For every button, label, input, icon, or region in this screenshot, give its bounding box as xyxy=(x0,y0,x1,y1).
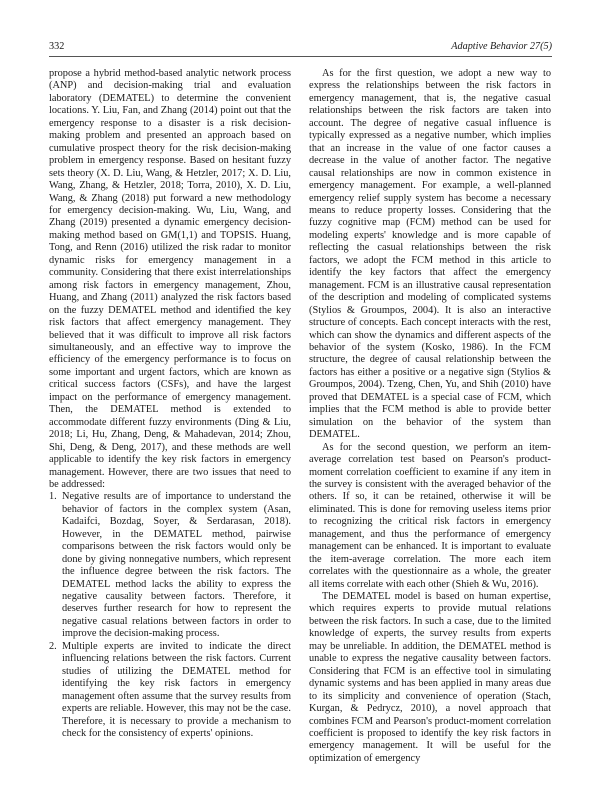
right-paragraph-3: The DEMATEL model is based on human expertise, which requires experts to provide mutual relations between the risk factors. In such a case, due to the limited knowledge of experts, the survey results from experts may be unreliable. In addition, the DEMATEL method is unable to express the negative causality between factors. Considering that FCM is an effective tool in simulating dynamic systems and has been applied in many areas due to its simplicity and convenience of operation (Stach, Kurgan, & Pedrycz, 2010), a novel approach that combines FCM and Pearson's product-moment correlation coefficient is proposed to identify the key risk factors in emergency management. It will be useful for the optimization of emergency xyxy=(309,591,551,764)
right-paragraph-2: As for the second question, we perform an item-average correlation test based on Pearson's product-moment correlation coefficient to examine if any item in the survey is consistent with the averaged behavior of the others. If so, it can be retained, otherwise it will be eliminated. This is done for removing useless items prior to recognizing the critical risk factors in emergency management, and thus the performance of emergency management can be enhanced. It is important to evaluate the item-average correlation. The more each item correlates with the questionnaire as a whole, the greater all items correlate with each other (Shieh & Wu, 2016). xyxy=(309,441,551,590)
journal-title: Adaptive Behavior 27(5) xyxy=(451,41,552,52)
list-item xyxy=(49,641,291,741)
list-item-number: 2. xyxy=(49,640,57,652)
running-header xyxy=(49,40,552,56)
right-paragraph-1: As for the first question, we adopt a new way to express the relationships between the risk factors in emergency management, that is, the negative casual relationships between the risk factors are taken into account. The degree of negative casual influence is typically expressed as a negative number, which implies that an increase in the value of one factor causes a decrease in the value of another factor. The negative causal relationships are now in common existence in emergency management. For example, a well-planned emergency relief supply system has become a necessary means to reduce property losses. Considering that the fuzzy cognitive map (FCM) method can be used for modeling experts' knowledge and is more capable of reflecting the casual relationships between the risk factors, we adopt the FCM method in this article to identify the key factors that affect the emergency management. FCM is an illustrative causal representation of the description and modeling of complicated systems (Stylios & Groumpos, 2004). It is also an interactive structure of concepts. Each concept interacts with the rest, which can show the dynamics and different aspects of the behavior of the system (Kosko, 1986). In the FCM structure, the degree of causal relationship between the factors has either a positive or a negative sign (Stylios & Groumpos, 2004). Tzeng, Chen, Yu, and Shih (2010) have proved that DEMATEL is a special case of FCM, which implies that the FCM method is able to provide better simulation on the behavior of the system than DEMATEL. xyxy=(309,68,551,441)
list-item xyxy=(49,491,291,640)
list-item-text: Negative results are of importance to understand the behavior of factors in the complex system (Asan, Kadaifci, Bozdag, Soyer, & Serdarasan, 2018). However, in the DEMATEL method, pairwise comparisons between the risk factors would only be done by giving nonnegative numbers, which represent the influence degree between the risk factors. The DEMATEL method lacks the ability to express the negative causality between factors. Therefore, it deserves further research for how to represent the negative casual relations between factors in order to improve the decision-making process. xyxy=(62,491,291,640)
list-item-text: Multiple experts are invited to indicate the direct influencing relations between the risk factors. Current studies of utilizing the DEMATEL method for identifying the key risk factors in emergency management often assume that the survey results from experts are reliable. However, this may not be the case. Therefore, it is necessary to provide a mechanism to check for the consistency of experts' opinions. xyxy=(62,640,291,740)
issues-list xyxy=(49,491,291,740)
right-column xyxy=(309,68,551,765)
left-column xyxy=(49,68,291,740)
header-rule xyxy=(49,56,552,57)
left-paragraph-1: propose a hybrid method-based analytic network process (ANP) and decision-making trial and evaluation laboratory (DEMATEL) to determine the convenient locations. Y. Liu, Fan, and Zhang (2014) point out that the emergency response to a disaster is a risk decision-making problem and presented an approach based on cumulative prospect theory for the risk decision-making problem in emergency response. Based on hesitant fuzzy sets theory (X. D. Liu, Wang, & Hetzler, 2017; X. D. Liu, Wang, Zhang, & Hetzler, 2018; Torra, 2010), X. D. Liu, Wang, & Zhang (2018) put forward a new methodology for emergency decision-making. Wu, Liu, Wang, and Zhang (2019) presented a dynamic emergency decision-making method based on GM(1,1) and TOPSIS. Huang, Tong, and Renn (2016) utilized the risk radar to monitor dynamic risks for emergency management in a community. Considering that there exist interrelationships among risk factors in emergency management, Zhou, Huang, and Zhang (2011) analyzed the risk factors based on the fuzzy DEMATEL method and identified the key risk factors that affect emergency management. They believed that it was difficult to improve all risk factors simultaneously, and an effective way to improve the efficiency of the emergency performance is to focus on some important and urgent factors, which are known as critical success factors (CSFs), and have the largest impact on the performance of emergency management. Then, the DEMATEL method is extended to accommodate different fuzzy environments (Ding & Liu, 2018; Li, Hu, Zhang, Deng, & Mahadevan, 2014; Zhou, Shi, Deng, & Deng, 2017), and these methods are well applicable to identify the key risk factors in emergency management. However, there are two issues that need to be addressed: xyxy=(49,68,291,490)
list-item-number: 1. xyxy=(49,491,57,503)
page-number: 332 xyxy=(49,41,65,52)
